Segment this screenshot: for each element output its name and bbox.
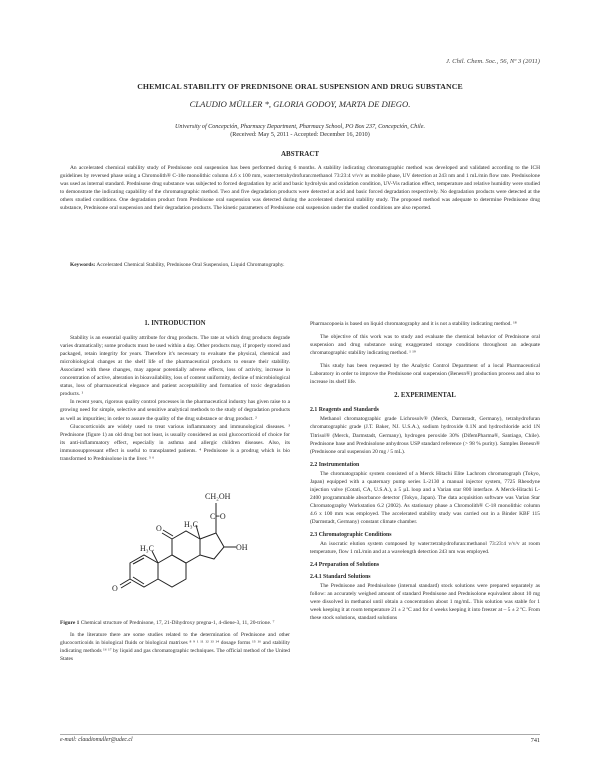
request-paragraph: This study has been requested by the Analytic Control Department of a local Pharmaceutical Laboratory in order to improve the Prednisone oral suspension (Benesn®) production process and also to increase its shelf life. [310,363,540,386]
literature-paragraph: In the literature there are some studies related to the determination of Prednisone and other glucocorticoids in biological fluids or biological matrixes ⁸ ⁹ ¹ ¹¹ ¹² ¹³ ¹⁴ dosage forms ¹⁵ ¹⁶ and stability indicating methods ¹⁶ ¹⁷ by liquid and gas chromatographic techniques. The official method of the United States [60,631,290,662]
ring-c [172,531,200,563]
affiliation: University of Concepción, Pharmacy Department, Pharmacy School, PO Box 237, Concepción, Chile. [175,124,425,130]
reagents-text: Methanol chromatographic grade Lichrosolv® (Merck, Darmstadt, Germany), tetrahydrofuran chromatographic grade (J.T. Baker, NJ. U.S.A.), sodium hydroxide 0.1N and hydrochloride acid 1N Titrisol® (Merck, Darmstadt, Germany), hydrogen peroxide 30% (DifemPharma®, Santiago, Chile). Prednisone base and Prednisolone anhydrous USP standard reference (> 98 % purity). Samples Benesn® (Prednisone oral suspension 20 mg / 5 mL). [310,416,540,455]
abstract-text: An accelerated chemical stability study of Prednisone oral suspension has been performed during 6 months. A stability indicating chromatographic method was developed and validated according to the ICH guidelines by reversed phase using a Chromolith® C-18e monolithic column 4.6 x 100 mm, water:tetrahydrofuran:methanol 73:23:4 v/v/v as mobile phase, UV detection at 243 nm and 1 mL/min flow rate. Prednisolone was used as internal standard. Prednisone drug substance was subjected to forced degradation by acid and basic hydrolysis and oxidation condition, UV-Vis radiation effect, temperature and relative humidity were studied to demonstrate the indicating capability of the chromatographic method. Two and five degradation products were detected at acid and basic forced degradation respectively. No degradation products were detected at the others studied conditions. One degradation product from Prednisone oral suspension was detected during the accelerated chemical stability study. The proposed method was adequate to determine Prednisone drug substance, Prednisone oral suspension and their degradation products. The kinetic parameters of Prednisone oral suspension under the studied conditions are also reported. [60,165,540,212]
prednisone-structure-drawing [60,463,290,615]
ring-d [200,533,224,559]
ring-a-double-bond [133,558,144,564]
pharmacopoeia-paragraph: Pharmacopoeia is based on liquid chromatography and it is not a stability indicating method. ¹⁸ [310,321,517,327]
experimental-heading: 2. EXPERIMENTAL [394,392,456,400]
carbonyl-label: C=O [210,511,226,521]
left-column [60,320,290,663]
journal-header: J. Chil. Chem. Soc., 56, Nº 3 (2011) [445,58,540,65]
keywords [60,262,540,268]
figure-caption-label: Figure 1 [60,619,80,626]
ketone-a-label: O [112,583,118,593]
preparation-heading: 2.4 Preparation of Solutions [310,562,380,569]
ring-a-double-bond-2 [133,577,144,584]
ketone-bond-c [162,533,172,539]
standard-solutions-heading: 2.4.1 Standard Solutions [310,574,371,581]
intro-paragraph-2: In recent years, rigorous quality control processes in the pharmaceutical industry has given raise to a growing need for simple, selective and sensitive analytical methods to the study of degradation products as well as impurities; in order to assure the quality of the drug substance or drug product. ² [60,399,290,422]
footer-rule [60,734,540,735]
intro-paragraph-1: Stability is an essential quality attribute for drug products. The rate at which drug products degrade varies dramatically; some products must be used within a day. Other products may, if properly stored and packaged, retain integrity for years. Therefore it's necessary to evaluate the physical, chemical and microbiological changes at the shelf life of the pharmaceutical products to ensure their stability. Associated with these changes, may appear potentially adverse effects, loss of activity, increase in concentration of active, alteration in bioavailability, loss of content uniformity, decline of microbiological status, loss of pharmaceutical elegance and patient acceptability and formation of toxic degradation products. ¹ [60,335,290,398]
chromatographic-conditions-text: An isocratic elution system composed by water:tetrahydrofuran:methanol 73:23:4 v/v/v at room temperature, flow 1 mL/min and at a wavelength detection 243 nm was employed. [310,541,540,556]
methyl-top-label: H₃C [184,519,198,529]
ketone-c-label: O [156,523,162,533]
ketone-bond-a [120,579,130,585]
page-number: 741 [530,737,540,744]
prednisone-structure-figure [60,463,290,615]
ketone-bond-a-2 [121,582,131,588]
instrumentation-heading: 2.2 Instrumentation [310,461,360,468]
received-dates: (Received: May 5, 2011 - Accepted: December 16, 2010) [230,132,370,138]
abstract-heading: ABSTRACT [280,150,320,158]
author-list: CLAUDIO MÜLLER *, GLORIA GODOY, MARTA DE DIEGO. [189,99,411,109]
paper-title: CHEMICAL STABILITY OF PREDNISONE ORAL SUSPENSION AND DRUG SUBSTANCE [137,82,463,91]
keywords-text: Accelerated Chemical Stability, Prednisone Oral Suspension, Liquid Chromatography. [95,262,285,268]
reagents-heading: 2.1 Reagents and Standards [310,407,379,414]
right-column [310,320,540,623]
chromatographic-conditions-heading: 2.3 Chromatographic Conditions [310,532,392,539]
keywords-label: Keywords: [70,262,96,268]
objective-paragraph: The objective of this work was to study and evaluate the chemical behavior of Prednisone oral suspension and drug substance using exaggerated storage conditions throughout an adequate chromatographic stability indicating method. ¹ ¹⁹ [310,334,540,357]
ring-a [130,555,158,587]
corresponding-email: e-mail: claudiomuller@udec.cl [60,737,133,743]
standard-solutions-text: The Prednisone and Prednisolone (internal standard) stock solutions were prepared separately as follow: an accurately weighed amount of standard Prednisone and Prednisolone equivalent about 10 mg were dissolved in methanol until obtain a concentration about 1 mg/mL. This solution was stable for 1 week keeping it at room temperature 21 ± 2 ºC and for 4 weeks keeping it into freezer at – 5 ± 2 ºC. From these stock solutions, standard solutions [310,583,540,622]
figure-caption [60,619,290,627]
introduction-heading: 1. INTRODUCTION [144,320,206,327]
ketone-bond-c-2 [163,530,173,536]
methyl-left-label: H₃C [140,543,154,553]
ch2oh-label: CH₂OH [205,491,231,501]
instrumentation-text: The chromatographic system consisted of a Merck Hitachi Elite Lachrom chromatograph (Tokyo, Japan) equipped with a quaternary pump series L-2130 a manual injector system, 7725 Rheodyne injection valve (Cotati, CA, U.S.A.), a 5 µL loop and a Varian star 800 interface. A Merck-Hitachi L-2400 programmable absorbance detector (Tokyo, Japan). The data acquisition software was Varian Star Chromatography Workstation 6.2 (2002). As stationary phase a Chromolith® C-18 monolithic column 4.6 x 100 mm was employed. The accelerated stability study was carried out in a Binder KBF 115 (Darmstadt, Germany) constant climate chamber. [310,470,540,525]
hydroxyl-label: OH [236,542,248,552]
ring-b [158,555,186,587]
figure-caption-text: Chemical structure of Prednisone, 17, 21-Dihydroxy pregna-1, 4-diene-3, 11, 20-trione. ⁷ [79,619,275,626]
affiliation-block [0,123,600,139]
intro-paragraph-3: Glucocorticoids are widely used to treat various inflammatory and immunological diseases. ³ Prednisone (figure 1) an old drug but not least, is usually considered as oral glucocorticoid of choice for its anti-inflammatory effect, especially in asthma and allergic children diseases. Also, its immunosuppressant effect is useful to transplanted patients. ⁴ Prednisone is a prodrug which is bio transformed to Prednisolone in the liver. ⁵ ⁶ [60,423,290,462]
